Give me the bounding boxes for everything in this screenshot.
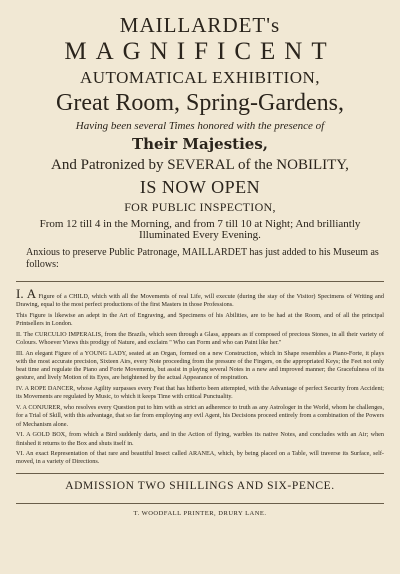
title-line-2: MAGNIFICENT [64,38,336,66]
title-line-3: AUTOMATICAL EXHIBITION, [79,68,321,88]
printer-imprint: T. WOODFALL PRINTER, DRURY LANE. [133,510,267,518]
inspection-line: FOR PUBLIC INSPECTION, [124,200,276,215]
divider-bottom [16,503,384,504]
exhibit-text: Figure of a CHILD, which with all the Movements of real Life, will execute (during the stay of the Visitor) Specimens of Writing and Drawing, equal to the most perfect productions of the first Masters in those Professions. [16,292,384,309]
exhibit-item-3 [16,350,384,383]
exhibit-text: IV. A ROPE DANCER, whose Agility surpasses every Feat that has hitherto been attempted, with the Advantage of perfect Security from Accident; its Movements are regulated by Music, to which it keeps Time with critical Punctuality. [16,385,384,401]
exhibit-text: V. A CONJURER, who resolves every Question put to him with as strict an adherence to truth as any Astrologer in the World, whom he challenges, for a Trial of Skill, with this advantage, that so far from employing any evil Agent, his Decisions proceed entirely from a combination of the Powers of Mechanism alone. [16,404,384,428]
exhibit-list [16,287,384,467]
exhibit-text: VI. An exact Representation of that rare and beautiful Insect called ARANEA, which, by being placed on a Table, will traverse its Surface, self-moved, in a variety of Directions. [16,450,384,466]
drop-cap: I. A [16,285,37,301]
exhibit-item-2 [16,331,384,347]
exhibit-item-1-note [16,312,384,328]
exhibit-text: VI. A GOLD BOX, from which a Bird suddenly darts, and in the Action of flying, warbles its native Notes, and concludes with an Air; when finished it returns to the Box and shuts itself in. [16,431,384,447]
exhibit-item-1 [16,287,384,309]
patronized-line: And Patronized by SEVERAL of the NOBILITY, [51,156,349,173]
exhibit-text: III. An elegant Figure of a YOUNG LADY, seated at an Organ, formed on a new Construction, which in Shape resembles a Piano-Forte, it plays with the most accurate precision, Sixteen Airs, every Note proceeding from the pressure of the Fingers, on the appropriated Keys; the Feet not only beat time and regulate the Piano and Forte Movements, but assist in playing several Notes in a new and improved manner; the Gracefulness of its gesture, and lively Motion of its Eyes, are heightened by the actual Appearance of respiration. [16,349,384,382]
honored-line: Having been several Times honored with the presence of [75,120,325,133]
anxious-paragraph: Anxious to preserve Public Patronage, MAILLARDET has just added to his Museum as follows: [26,246,379,271]
venue-line: Great Room, Spring-Gardens, [56,90,344,117]
exhibit-item-7 [16,450,384,466]
exhibit-text: II. The CURCULIO IMPERALIS, from the Brazils, which seen through a Glass, appears as if composed of precious Stones, in all their variety of Colours. Whoever Views this prodigy of Nature, and exclaim " Who can Form and who can Paint like her." [16,330,384,347]
admission-price: ADMISSION TWO SHILLINGS AND SIX-PENCE. [65,479,335,492]
divider-middle [16,473,384,474]
exhibit-item-4 [16,385,384,401]
exhibit-text: This Figure is likewise an adept in the Art of Engraving, and Specimens of his Abilities, are to be had at the Room, and of all the principal Printsellers in London. [16,311,384,328]
exhibit-item-5 [16,404,384,429]
divider-top [16,281,384,282]
title-line-1: MAILLARDET's [119,13,281,37]
majesties-line: Their Majesties, [131,134,268,153]
hours-line: From 12 till 4 in the Morning, and from 7 till 10 at Night; And brilliantly Illuminated Every Evening. [39,217,361,242]
now-open-line: IS NOW OPEN [139,177,261,198]
exhibit-item-6 [16,431,384,447]
